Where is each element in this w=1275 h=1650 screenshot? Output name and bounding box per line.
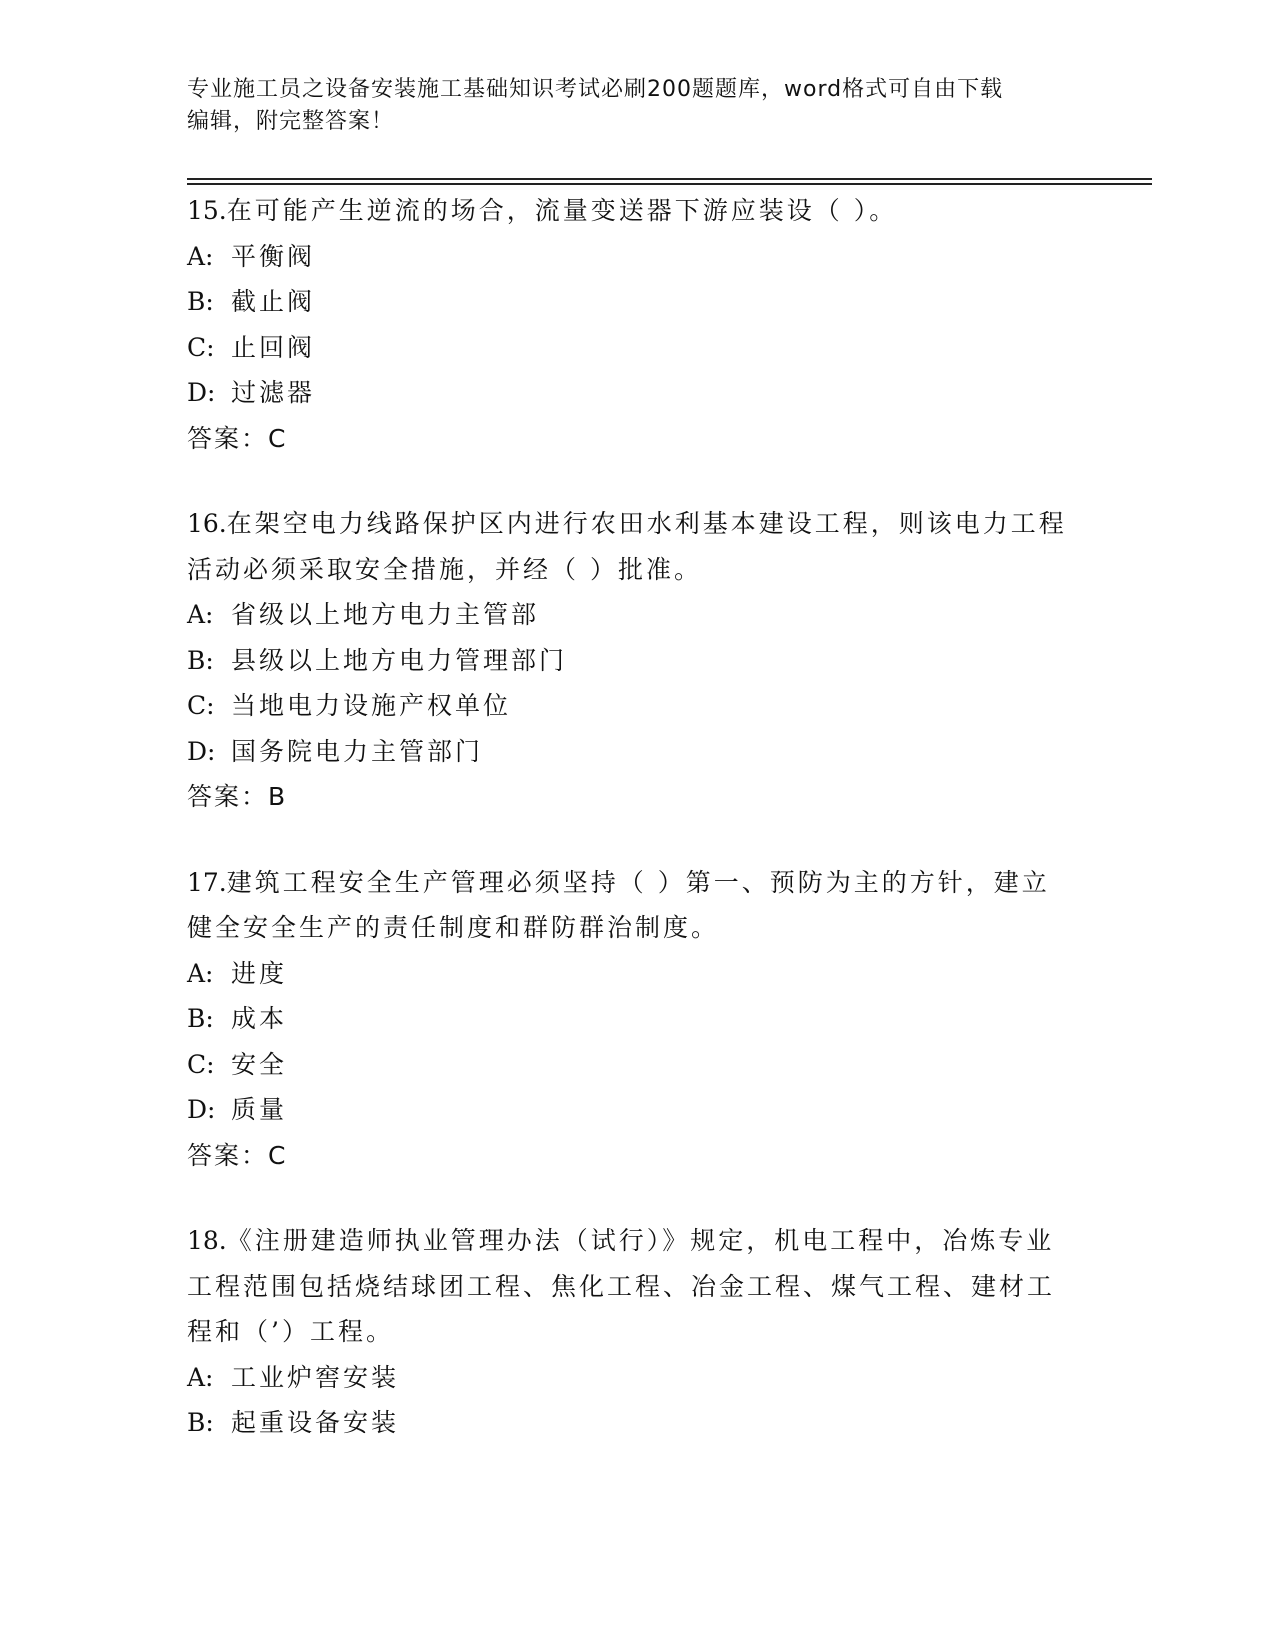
option-letter: D: [187,378,216,407]
header-line-1: 专业施工员之设备安装施工基础知识考试必刷200题题库，word格式可自由下载 [187,77,1004,102]
answer-line: 答案：C [187,423,288,453]
option-text: 平衡阀 [231,241,316,271]
question-number: 16. [187,509,227,538]
option-text: 当地电力设施产权单位 [231,691,512,720]
option-text: 止回阀 [231,332,316,362]
option-text: 省级以上地方电力主管部 [231,600,540,629]
option-letter: D: [187,1095,216,1124]
document-header [187,74,1067,138]
option-letter: A: [187,241,214,271]
question-15 [187,188,1077,461]
option-text: 过滤器 [231,378,316,407]
question-number: 17. [187,867,227,897]
option-text: 截止阀 [231,287,316,316]
header-line-2: 编辑，附完整答案！ [187,109,395,134]
option-c [187,683,1077,729]
option-a [187,234,1077,280]
question-text: 在架空电力线路保护区内进行农田水利基本建设工程，则该电力工程活动必须采取安全措施，并经（ ）批准。 [187,509,1067,584]
option-letter: B: [187,1004,214,1033]
question-number: 15. [187,196,227,225]
option-a [187,1355,1077,1401]
option-letter: A: [187,1362,214,1392]
option-a [187,951,1077,997]
question-text: 《注册建造师执业管理办法（试行）》规定，机电工程中，冶炼专业工程范围包括烧结球团工程、焦化工程、冶金工程、煤气工程、建材工程和（’）工程。 [187,1226,1056,1346]
question-18 [187,1218,1077,1446]
option-d [187,370,1077,416]
option-letter: A: [187,600,214,629]
question-stem [187,188,1077,234]
option-d [187,729,1077,775]
option-letter: D: [187,736,216,766]
question-16 [187,501,1077,820]
question-list [187,188,1077,1486]
option-b [187,996,1077,1042]
option-c [187,325,1077,371]
option-b [187,638,1077,684]
question-text: 建筑工程安全生产管理必须坚持（ ）第一、预防为主的方针，建立健全安全生产的责任制度和群防群治制度。 [187,867,1050,942]
question-stem [187,1218,1077,1355]
option-text: 进度 [231,958,288,988]
option-text: 国务院电力主管部门 [231,736,484,766]
option-d [187,1087,1077,1133]
option-b [187,279,1077,325]
option-letter: B: [187,645,214,675]
question-17 [187,860,1077,1179]
option-letter: B: [187,1408,214,1437]
answer-line: 答案：B [187,782,288,811]
option-letter: B: [187,287,214,316]
option-text: 安全 [231,1049,288,1079]
question-stem [187,501,1077,592]
option-text: 工业炉窖安装 [231,1362,400,1392]
question-number: 18. [187,1226,227,1255]
header-divider-bottom [187,183,1152,185]
question-stem [187,860,1077,951]
header-divider-top [187,178,1152,180]
option-text: 成本 [231,1004,288,1033]
option-text: 县级以上地方电力管理部门 [231,645,568,675]
option-b [187,1400,1077,1446]
option-c [187,1042,1077,1088]
option-a [187,592,1077,638]
answer-line: 答案：C [187,1140,288,1170]
option-letter: A: [187,958,214,988]
option-letter: C: [187,691,215,720]
question-text: 在可能产生逆流的场合，流量变送器下游应装设（ ）。 [226,196,898,225]
option-letter: C: [187,332,215,362]
option-text: 起重设备安装 [231,1408,400,1437]
option-letter: C: [187,1049,215,1079]
option-text: 质量 [231,1095,288,1124]
